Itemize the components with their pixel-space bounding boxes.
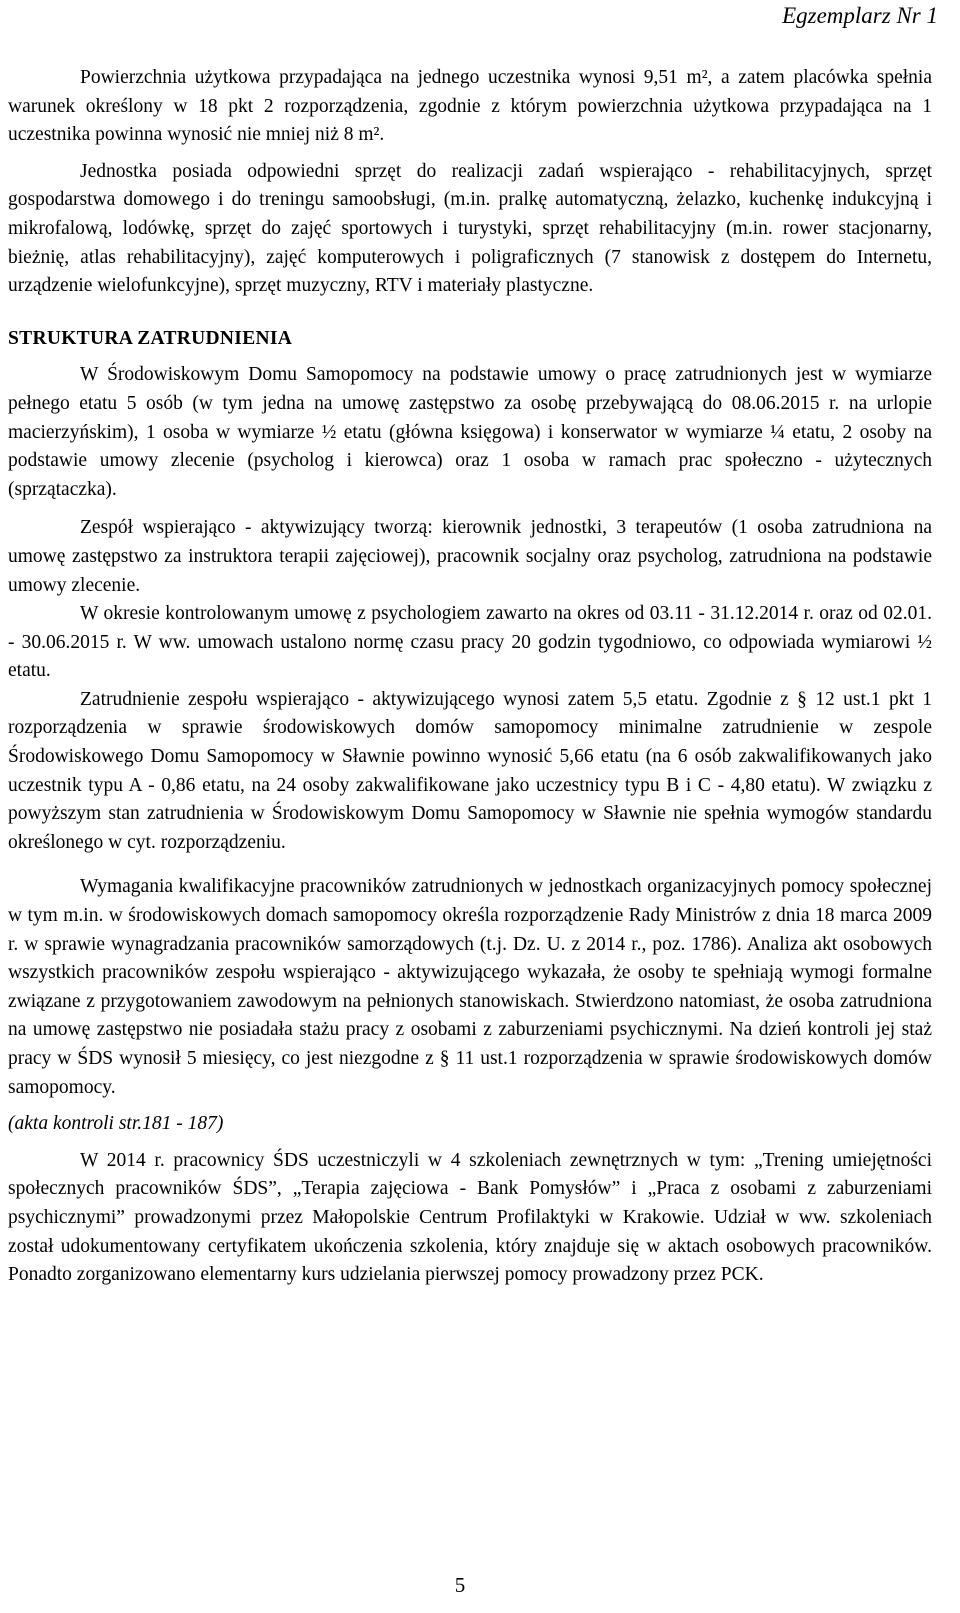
paragraph-employment-structure: W Środowiskowym Domu Samopomocy na podstawie umowy o pracę zatrudnionych jest w wymiarze pełnego etatu 5 osób (w tym jedna na umowę zastępstwo za osobę przebywającą do 08.06.2015 r. na urlopie macierzyńskim), 1 osoba w wymiarze ½ etatu (główna księgowa) i konserwator w wymiarze ¼ etatu, 2 osoby na podstawie umowy zlecenie (psycholog i kierowca) oraz 1 osoba w ramach prac społeczno - użytecznych (sprzątaczka).: [8, 364, 932, 500]
copy-number-label: Egzemplarz Nr 1: [782, 3, 938, 28]
document-body: [8, 64, 932, 1290]
paragraph-psychologist-contract: W okresie kontrolowanym umowę z psychologiem zawarto na okres od 03.11 - 31.12.2014 r. oraz od 02.01. - 30.06.2015 r. W ww. umowach ustalono normę czasu pracy 20 godzin tygodniowo, co odpowiada wymiarowi ½ etatu.: [8, 603, 932, 682]
paragraph-support-team: Zespół wspierająco - aktywizujący tworzą: kierownik jednostki, 3 terapeutów (1 osoba zatrudniona na umowę zastępstwo za instruktora terapii zajęciowej), pracownik socjalny oraz psycholog, zatrudniona na podstawie umowy zlecenie.: [8, 517, 932, 596]
paragraph-trainings: W 2014 r. pracownicy ŚDS uczestniczyli w 4 szkoleniach zewnętrznych w tym: „Trening umiejętności społecznych pracowników ŚDS”, „Terapia zajęciowa - Bank Pomysłów” i „Praca z osobami z zaburzeniami psychicznymi” prowadzonymi przez Małopolskie Centrum Profilaktyki w Krakowie. Udział w ww. szkoleniach został udokumentowany certyfikatem ukończenia szkolenia, który znajduje się w aktach osobowych pracowników. Ponadto zorganizowano elementarny kurs udzielania pierwszej pomocy prowadzony przez PCK.: [8, 1149, 932, 1286]
paragraph-equipment: Jednostka posiada odpowiedni sprzęt do realizacji zadań wspierająco - rehabilitacyjnych, sprzęt gospodarstwa domowego i do treningu samoobsługi, (m.in. pralkę automatyczną, żelazko, kuchenkę indukcyjną i mikrofalową, lodówkę, sprzęt do zajęć sportowych i turystyki, sprzęt rehabilitacyjny (m.in. rower stacjonarny, bieżnię, atlas rehabilitacyjny), zajęć komputerowych i poligraficznych (7 stanowisk z dostępem do Internetu, urządzenie wielofunkcyjne), sprzęt muzyczny, RTV i materiały plastyczne.: [8, 160, 932, 297]
page-number: 5: [454, 1573, 466, 1597]
paragraph-floor-area: Powierzchnia użytkowa przypadająca na jednego uczestnika wynosi 9,51 m², a zatem placówka spełnia warunek określony w 18 pkt 2 rozporządzenia, zgodnie z którym powierzchnia użytkowa przypadająca na 1 uczestnika powinna wynosić nie mniej niż 8 m².: [8, 67, 932, 146]
reference-note: (akta kontroli str.181 - 187): [8, 1113, 224, 1135]
section-heading-employment: STRUKTURA ZATRUDNIENIA: [8, 327, 293, 349]
paragraph-qualifications: Wymagania kwalifikacyjne pracowników zatrudnionych w jednostkach organizacyjnych pomocy społecznej w tym m.in. w środowiskowych domach samopomocy określa rozporządzenie Rady Ministrów z dnia 18 marca 2009 r. w sprawie wynagradzania pracowników samorządowych (t.j. Dz. U. z 2014 r., poz. 1786). Analiza akt osobowych wszystkich pracowników zespołu wspierająco - aktywizującego wykazała, że osoby te spełniają wymogi formalne związane z przygotowaniem zawodowym na pełnionych stanowiskach. Stwierdzono natomiast, że osoba zatrudniona na umowę zastępstwo nie posiadała stażu pracy z osobami z zaburzeniami psychicznymi. Na dzień kontroli jej staż pracy w ŚDS wynosił 5 miesięcy, co jest niezgodne z § 11 ust.1 rozporządzenia w sprawie środowiskowych domów samopomocy.: [8, 876, 932, 1098]
paragraph-employment-norm: Zatrudnienie zespołu wspierająco - aktywizującego wynosi zatem 5,5 etatu. Zgodnie z § 12 ust.1 pkt 1 rozporządzenia w sprawie środowiskowych domów samopomocy minimalne zatrudnienie w zespole Środowiskowego Domu Samopomocy w Sławnie powinno wynosić 5,66 etatu (na 6 osób zakwalifikowanych jako uczestnik typu A - 0,86 etatu, na 24 osoby zakwalifikowane jako uczestnicy typu B i C - 4,80 etatu). W związku z powyższym stan zatrudnienia w Środowiskowym Domu Samopomocy w Sławnie nie spełnia wymogów standardu określonego w cyt. rozporządzeniu.: [8, 688, 932, 853]
